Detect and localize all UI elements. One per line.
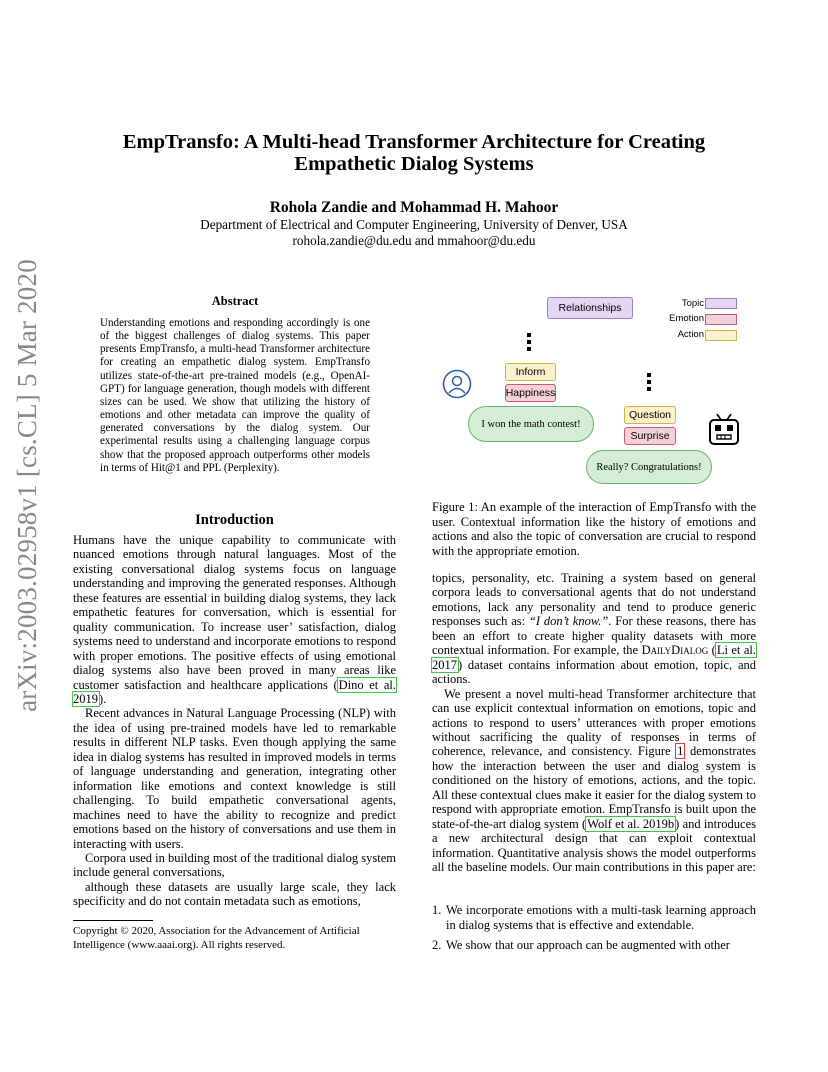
legend-label-emotion: Emotion: [669, 313, 704, 324]
intro-paragraph-1: Humans have the unique capability to communicate with nuanced emotions through natural languages. Most of the existing conversational dialog systems focus on language understanding and improving the generated responses. Although these features are essential in building dialog systems, they lack empathetic features for conversation, which is essential for quality communication. To increase user’ satisfaction, dialog systems need to understand and incorporate emotions to respond with proper emotions. The positive effects of using emotional dialog systems also have been proved in many areas like customer satisfaction and healthcare applications (Dino et al. 2019).: [73, 533, 396, 706]
copyright-footnote: Copyright © 2020, Association for the Advancement of Artificial Intelligence (www.aaai.org). All rights reserved.: [73, 925, 360, 951]
contribution-item: 2. We show that our approach can be augmented with other: [432, 938, 730, 952]
figure-1-reference[interactable]: 1: [677, 744, 684, 759]
robot-icon: [707, 412, 741, 448]
arxiv-stamp-text: arXiv:2003.02958v1 [cs.CL] 5 Mar 2020: [11, 258, 42, 712]
intro-paragraph-3: Corpora used in building most of the traditional dialog system include general conversations,: [73, 850, 396, 880]
citation-dino[interactable]: Dino et al. 2019: [73, 677, 396, 706]
bot-utterance-text: Really? Congratulations!: [596, 461, 702, 473]
action-question-box: Question: [624, 406, 676, 424]
emotion-happiness-box: Happiness: [505, 384, 556, 402]
legend-label-topic: Topic: [681, 298, 704, 309]
user-utterance-text: I won the math contest!: [481, 418, 581, 430]
paper-title: EmpTransfo: A Multi-head Transformer Architecture for Creating Empathetic Dialog Systems: [122, 131, 706, 175]
intro-paragraph-2: Recent advances in Natural Language Processing (NLP) with the idea of using pre-trained models have led to remarkable results in different NLP tasks. Even though applying the same idea in dialog systems has resulted in improved models in terms of language understanding and generation, integrating other information like emotions and context knowledge is still challenging. To build empathetic conversational agents, machines need to have the ability to recognize and predict emotions based on the history of conversations and use them in interacting with users.: [73, 706, 396, 851]
user-utterance-bubble: [468, 406, 594, 442]
legend-label-action: Action: [677, 329, 704, 340]
right-paragraph-1: topics, personality, etc. Training a system based on general corpora leads to conversational agents that do not understand emotions, lack any personality and tend to produce generic responses such as: “I don’t know.”. For these reasons, there has been an effort to create higher quality datasets with more contextual information. For example, the DailyDialog (Li et al. 2017) dataset contains information about emotion, topic, and actions.: [432, 571, 757, 687]
emails-line: rohola.zandie@du.edu and mmahoor@du.edu: [292, 232, 536, 248]
paper-affiliation: [70, 217, 758, 248]
contribution-item: 1. We incorporate emotions with a multi-task learning approach in dialog systems that is effective and extendable.: [432, 903, 756, 932]
citation-li[interactable]: Li et al. 2017: [432, 643, 757, 672]
citation-wolf[interactable]: Wolf et al. 2019b: [587, 816, 675, 831]
contributions-list: [432, 903, 756, 959]
bot-utterance-bubble: [586, 450, 712, 484]
right-column-body: [432, 571, 756, 875]
abstract-text: Understanding emotions and responding accordingly is one of the biggest challenges of dialog systems. This paper presents EmpTransfo, a multi-head Transformer architecture for creating an empathetic dialog system. EmpTransfo utilizes state-of-the-art pre-trained models (e.g., OpenAI-GPT) for language generation, though models with different sizes can be used. We show that utilizing the history of emotions and other metadata can improve the quality of generated conversations by the dialog system. Our experimental results using a challenging language corpus show that the proposed approach outperforms other models in terms of Hit@1 and PPL (Perplexity).: [100, 317, 370, 474]
user-avatar-icon: [442, 369, 472, 399]
action-inform-box: Inform: [505, 363, 556, 381]
ellipsis-dots-right: [647, 373, 651, 394]
intro-paragraph-4: although these datasets are usually large scale, they lack specificity and do not contain metadata such as emotions,: [73, 879, 396, 909]
right-paragraph-2: We present a novel multi-head Transformer architecture that can use explicit contextual information on emotions, topic and actions to respond to users’ utterances with proper emotions without sacrificing the quality of responses in terms of coherence, relevance, and consistency. Figure 1 demonstrates how the interaction between the user and dialog system is conditioned on the history of emotions, actions, and the topic. All these contextual clues make it easier for the dialog system to respond with appropriate emotion. EmpTransfo is built upon the state-of-the-art dialog system (Wolf et al. 2019b) and introduces a new architectural design that can exploit contextual information. Quantitative analysis shows the model outperforms all the baseline models. Our main contributions in this paper are:: [432, 686, 756, 875]
legend-swatch-action: [705, 330, 737, 341]
footnote-rule: [73, 920, 153, 921]
intro-body: [73, 533, 396, 909]
paper-authors: Rohola Zandie and Mohammad H. Mahoor: [269, 199, 559, 216]
legend-swatch-topic: [705, 298, 737, 309]
emotion-surprise-box: Surprise: [624, 427, 676, 445]
intro-heading: Introduction: [195, 512, 274, 528]
affiliation-line: Department of Electrical and Computer Engineering, University of Denver, USA: [200, 217, 628, 232]
figure-1: [432, 290, 758, 490]
figure-1-caption: Figure 1: An example of the interaction of EmpTransfo with the user. Contextual information like the history of emotions and actions and also the topic of conversation are crucial to respond with the appropriate emotion.: [432, 500, 756, 558]
dataset-name: DailyDialog: [641, 643, 709, 658]
abstract-heading: Abstract: [211, 294, 259, 308]
arxiv-stamp: [6, 258, 48, 712]
ellipsis-dots-left: [527, 333, 531, 354]
topic-relationships-box: Relationships: [547, 297, 633, 319]
legend-swatch-emotion: [705, 314, 737, 325]
